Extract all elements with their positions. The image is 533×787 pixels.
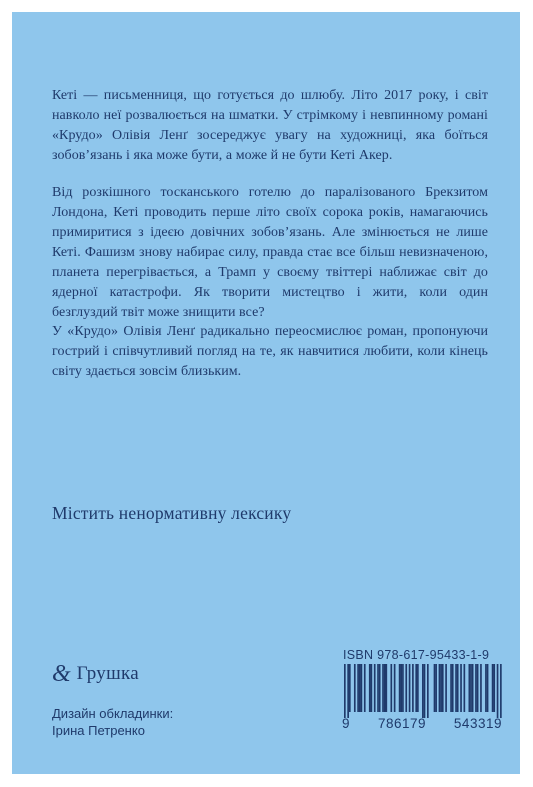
barcode-bar bbox=[452, 664, 454, 712]
barcode-bar bbox=[472, 664, 474, 712]
barcode-bar bbox=[357, 664, 359, 712]
barcode-bar bbox=[445, 664, 447, 712]
barcode-bar bbox=[399, 664, 401, 712]
cover-designer-name: Ірина Петренко bbox=[52, 723, 145, 738]
barcode-bar bbox=[480, 664, 482, 712]
isbn-label: ISBN 978-617-95433-1-9 bbox=[343, 648, 490, 662]
barcode-bar bbox=[422, 664, 424, 718]
back-cover bbox=[12, 12, 520, 774]
barcode-bar bbox=[434, 664, 436, 712]
blurb-paragraph-2: Від розкішного тосканського готелю до паралізованого Брекзитом Лондона, Кеті проводить перше літо своїх сорока років, намагаючись примиритися з ідеєю довічних зобов’язань. Але змінюється не лише Кеті. Фашизм знову набирає силу, правда стає все більш невизначеною, планета перегрівається, а Трамп у своєму твіттері наближає світ до ядерної катастрофи. Як творити мистецтво і жити, коли один безглуздий твіт може знищити все? bbox=[52, 185, 488, 320]
barcode-bar bbox=[364, 664, 366, 712]
barcode-bar bbox=[464, 664, 466, 712]
barcode-bar bbox=[384, 664, 386, 712]
barcode-bar bbox=[455, 664, 457, 712]
barcode-bar bbox=[439, 664, 441, 712]
barcode-bar bbox=[409, 664, 411, 712]
barcode-bar bbox=[457, 664, 459, 712]
publisher-mark bbox=[52, 662, 139, 686]
barcode-bar bbox=[427, 664, 429, 718]
barcode-bar bbox=[402, 664, 404, 712]
publisher-logo-icon: & bbox=[52, 661, 71, 687]
barcode-digits bbox=[342, 716, 502, 731]
barcode-bar bbox=[405, 664, 407, 712]
blurb-paragraph-1: Кеті — письменниця, що готується до шлюбу. Літо 2017 року, і світ навколо неї розвалюється на шматки. У стрімкому і невпинному романі «Крудо» Олівія Ленґ зосереджує увагу на художниці, яка боїться зобов’язань і яка може бути, а може й не бути Кеті Акер. bbox=[52, 88, 488, 163]
barcode-bar bbox=[349, 664, 351, 712]
barcode-bar bbox=[374, 664, 376, 712]
barcode-bar bbox=[492, 664, 494, 712]
barcode-bar bbox=[382, 664, 384, 712]
barcode-bar bbox=[460, 664, 462, 712]
barcode-bar bbox=[470, 664, 472, 712]
barcode-bar bbox=[344, 664, 346, 718]
barcode-bar bbox=[354, 664, 356, 712]
cover-designer-label: Дизайн обкладинки: bbox=[52, 706, 174, 721]
barcode-bar bbox=[487, 664, 489, 712]
barcode-bar bbox=[435, 664, 437, 712]
barcode-bar bbox=[412, 664, 414, 712]
barcode-bar bbox=[450, 664, 452, 712]
content-warning: Містить ненормативну лексику bbox=[52, 503, 292, 523]
isbn-block bbox=[342, 648, 502, 731]
barcode-bar bbox=[500, 664, 502, 718]
barcode-bar bbox=[475, 664, 477, 712]
blurb-paragraph-3: У «Крудо» Олівія Ленґ радикально переосмислює роман, пропонуючи гострий і співчутливий погляд на те, як навчитися любити, коли кінець світу здається зовсім близьким. bbox=[52, 324, 488, 379]
barcode-bar bbox=[361, 664, 363, 712]
cover-designer-credit bbox=[52, 705, 173, 739]
barcode-bar bbox=[390, 664, 392, 712]
barcode-bar bbox=[417, 664, 419, 712]
barcode-bar bbox=[493, 664, 495, 712]
barcode-bar bbox=[369, 664, 371, 712]
barcode-bar bbox=[442, 664, 444, 712]
barcode-icon bbox=[342, 664, 502, 718]
barcode-bar bbox=[477, 664, 479, 712]
barcode-digit-prefix: 9 bbox=[342, 716, 351, 731]
barcode-bar bbox=[394, 664, 396, 712]
barcode-digit-group-left: 786179 bbox=[377, 716, 426, 731]
barcode-bar bbox=[415, 664, 417, 712]
barcode-bar bbox=[497, 664, 499, 718]
barcode-bar bbox=[400, 664, 402, 712]
barcode-bar bbox=[485, 664, 487, 712]
barcode-digit-group-right: 543319 bbox=[453, 716, 502, 731]
barcode-bar bbox=[377, 664, 379, 712]
barcode-bar bbox=[379, 664, 381, 712]
barcode-bar bbox=[386, 664, 388, 712]
barcode-bar bbox=[347, 664, 349, 718]
barcode-bar bbox=[440, 664, 442, 712]
barcode-bar bbox=[359, 664, 361, 712]
barcode-bar bbox=[371, 664, 373, 712]
barcode-bar bbox=[424, 664, 426, 718]
publisher-name: Грушка bbox=[76, 663, 140, 684]
barcode-bar bbox=[469, 664, 471, 712]
